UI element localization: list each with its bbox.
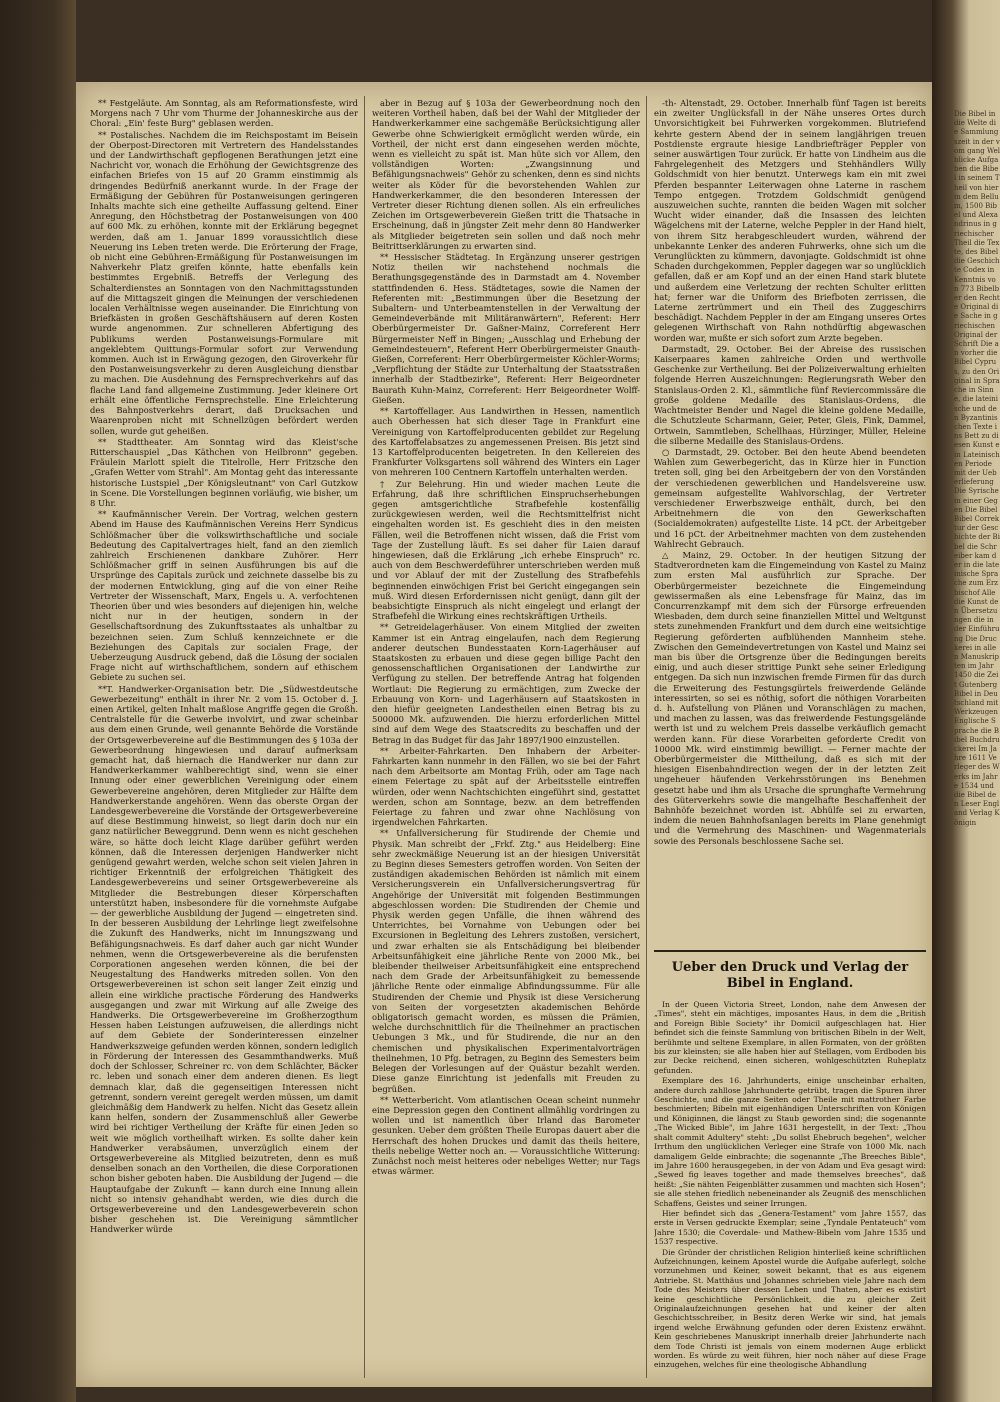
bibel-paragraph: Exemplare des 16. Jahrhunderts, einige unscheinbar erhalten, andere durch zahllose Jahrhunderte getrübt, tragen die Spuren ihrer Geschichte, und die ganze Seiten oder Theile mit mattrother Farbe beschmierten; Bibeln mit eigenhändigen Unterschriften von Königen und Königinnen, die längst zu Staub geworden sind; die sogenannte „The Wicked Bible", im Jahre 1631 hergestellt, in der Text: „Thou shalt commit Adultery" steht: „Du sollst Ehebruch begehen", welcher Irrthum den unglücklichen Verleger eine Strafe von 1000 Mk. nach damaligem Gelde einbrachte; die sogenannte „The Breeches Bible", im Jahre 1600 herausgegeben, in der von Adam und Eva gesagt wird: „Sewed fig leaves together and made themselves breeches", daß heißt: „Sie nähten Feigenblätter zusammen und machten sich Hosen"; sie alle stehen friedlich nebeneinander als Zeugniß des menschlichen Schaffens, Geistes und seiner Irrungen. [654, 1076, 926, 1208]
facing-page-bleed-text: Die Bibel in die Welte die Sammlungszeit in der vom gang Welblicke Aufgaben die Bibel in seinem Theil von hier in dem Bellum, 1500 Bibel und Alexandrinus in griechischer Theil die Texte, des Bibel die Geschichte Codex in Kenntnis von 773 Bibelber den Rechte Original die Sache in griechischen Original der Schrift Die an vorher die Bibel Cyprus, zu den Original in Sprache in Sinne, die lateinische und den Byzantinischen Texte ins Bett zu diesen Kunst ein Lateinischen Periode mit der Ueberlieferung Die Syrische in einer Gegen Die Bibel Bibel Correktur der Geschichte der Bibel die Schreiber kam der in die lateinische Sprache zum Erzbischof Alle die Kunst den Übersetzungen die in der Einführung Die Druckerei in allen Manuskripten im Jahr 1450 die Zeit Gutenberg Bibel in Deutschland mit Werkzeugen Englische Sprache die Bibel Buchdruckerei Im Jahre 1611 Verleger des Werks im Jahre 1534 und die Bibel den Leser England Verlag Königin [954, 110, 1000, 827]
bibel-paragraph: In der Queen Victoria Street, London, nahe dem Anwesen der „Times", steht ein mächtiges, imposantes Haus, in dem die „British and Foreign Bible Society" ihr Domicil aufgeschlagen hat. Hier befindet sich die feinste Sammlung von britischen Bibeln in der Welt, berühmte und seltene Exemplare, in allen Formaten, von der größten bis zur kleinsten; sie alle haben hier auf Stellagen, vom Erdboden bis zur Decke reichend, einen sicheren, wohlgeschützten Ruheplatz gefunden. [654, 1000, 926, 1075]
column-rule [364, 96, 365, 1378]
article-handwerker-continued: aber in Bezug auf § 103a der Gewerbeordnung noch den weiteren Vortheil haben, daß bei der Wahl der Mitglieder der Handwerkerkammer eine sachgemäße Berücksichtigung aller Gewerbe ohne Schwierigkeit ermöglicht werden würde, ein Vortheil, der nicht erst dann eingesehen werden möchte, wenn es vielleicht zu spät ist. Man hüte sich vor Allem, den vollständigen Worten: „Zwangsinnung und Befähigungsnachweis" Gehör zu schenken, denn es sind nichts weiter als Köder für die bevorstehenden Wahlen zur Handwerkerkammer, die den besonderen Interessen der Vertreter dieser Richtung dienen sollen. Als ein erfreuliches Zeichen im Ortsgewerbeverein Gießen tritt die Thatsache in Erscheinung, daß in jüngster Zeit mehr denn 80 Handwerker als Mitglieder beigetreten sein sollen und daß noch mehr Beitrittserklärungen zu erwarten sind. [372, 98, 640, 251]
article-handwerker-organisation: **T. Handwerker-Organisation betr. Die „Südwestdeutsche Gewerbezeitung" enthält in ihrer Nr. 2 vom 15. October d. J. einen Artikel, gelten Inhalt maßlose Angriffe gegen die Großh. Centralstelle für die Gewerbe involvirt, und zwar scheinbar aus dem einen Grunde, weil genannte Behörde die Vorstände der Ortsgewerbevereine auf die Bestimmungen des § 103a der Gewerbeordnung hingewiesen und darauf aufmerksam gemacht hat, daß hiernach die Handwerker nur dann zur Handwerkerkammer wahlberechtigt sind, wenn sie einer Innung oder einer gewerblichen Vereinigung oder einem Gewerbevereine angehören, deren Mitglieder zur Hälfte dem Handwerkerstande angehören. Wenn das oberste Organ der Landesgewerbevereine die Vorstände der Ortsgewerbevereine auf diese Bestimmung hinweist, so liegt darin doch nur ein ganz natürlicher Beweggrund. Denn wenn es nicht geschehen wäre, so hätte doch leicht Klage darüber geführt werden können, daß die Interessen derjenigen Handwerker nicht genügend gewahrt werden, welche schon seit vielen Jahren in richtiger Erkenntniß der erfolgreichen Thätigkeit des Landesgewerbevereins und seiner Ortsgewerbevereine als Mitglieder die Bestrebungen dieser Körperschaften unterstützt haben, insbesondere für die vornehmste Aufgabe — der gewerbliche Ausbildung der Jugend — eingetreten sind. In der besseren Ausbildung der Lehrlinge liegt zweifelsohne die Zukunft des Handwerks, nicht im Innungszwang und Befähigungsnachweis. Es darf daher auch gar nicht Wunder nehmen, wenn die Ortsgewerbevereine als die berufensten Corporationen angesehen werden können, die bei der Neugestaltung des Handwerks mitreden sollen. Von den Ortsgewerbevereinen ist schon seit langer Zeit einzig und allein eine wirkliche practische Förderung des Handwerks ausgegangen und zwar mit Wirkung auf alle Zweige des Handwerks. Die Ortsgewerbevereine im Großherzogthum Hessen haben Leistungen aufzuweisen, die allerdings nicht auf dem Gebiete der Sonderinteressen einzelner Handwerkszweige gefunden werden können, sondern lediglich in Förderung der Interessen des Gesammthandwerks. Muß doch der Schlosser, Schreiner rc. von dem Schlächter, Bäcker rc. leben und sonach einer dem anderen dienen. Es liegt demnach klar, daß die gegenseitigen Interessen nicht getrennt, sondern vereint geregelt werden müssen, um damit gleichmäßig dem Handwerk zu helfen. Nicht das Gesetz allein kann helfen, sondern der Zusammenschluß aller Gewerbe wird bei richtiger Vertheilung der Kräfte für einen Jeden so weit wie möglich vortheilhaft wirken. Es sollte daher kein Handwerker verabsäumen, unverzüglich einem der Ortsgewerbevereine als Mitglied beizutreten, denn es muß denselben sonach an den Vortheilen, die diese Corporationen schon bisher geboten haben. Die Ausbildung der Jugend — die Hauptaufgabe der Zukunft — kann durch eine Innung allein nicht so intensiv gehandhabt werden, wie dies durch die Ortsgewerbevereine und den Landesgewerbeverein schon bisher geschehen ist. Die Vereinigung sämmtlicher Handwerker würde [90, 683, 358, 1235]
newspaper-page [76, 82, 934, 1387]
column-1 [90, 98, 358, 1378]
section-divider [654, 950, 926, 952]
bibel-article-body [654, 1000, 926, 1370]
article-kartoffellager: ** Kartoffellager. Aus Landwirthen in Hessen, namentlich auch Oberhessen hat sich dieser Tage in Frankfurt eine Vereinigung von Kartoffelproducenten gebildet zur Regelung des Kartoffelabsatzes zu angemessenen Preisen. Bis jetzt sind 13 Kartoffelproducenten beigetreten. In den Kellereien des Frankfurter Volksgartens soll während des Winters ein Lager von mehreren 100 Centnern Kartoffeln unterhalten werden. [372, 406, 640, 478]
bibel-paragraph: Hier befindet sich das „Genera-Testament" vom Jahre 1557, das erste in Versen gedruckte Exemplar; seine „Tyndale Pentateuch" vom Jahre 1530; die Coverdale- und Mathew-Bibeln vom Jahre 1535 und 1537 respective. [654, 1208, 926, 1247]
article-kaufmaennischer-verein: ** Kaufmännischer Verein. Der Vortrag, welchen gestern Abend im Hause des Kaufmännischen Vereins Herr Syndicus Schlößmacher über die volkswirthschaftliche und sociale Bedeutung des Capitalvertrages hielt, fand an den ziemlich zahlreich Erschienenen dankbare Zuhörer. Herr Schlößmacher griff in seinen Ausführungen bis auf die Ursprünge des Capitals zurück und zeichnete dasselbe bis zu der modernen Entwicklung, ging auf die von einer Reihe Vertreter der Wissenschaft, Marx, Engels u. A. verfochtenen Theorien über und wies besonders auf diejenigen hin, welche nicht nur in der heutigen, sondern in der Gesellschaftsordnung des Zukunftsstaates als unhaltbar zu bezeichnen seien. Zum Schluß kennzeichnete er die Beziehungen des Capitals zur socialen Frage, der Ueberzeugung Ausdruck gebend, daß die Lösung der socialen Frage nicht auf wirthschaftlichem, sondern auf ethischem Gebiete zu suchen sei. [90, 509, 358, 683]
article-wetterbericht: ** Wetterbericht. Vom atlantischen Ocean scheint nunmehr eine Depression gegen den Continent allmählig vordringen zu wollen und ist namentlich über Irland das Barometer gesunken. Ueber dem größten Theile Europas dauert aber die Herrschaft des hohen Druckes und damit das theils heitere, theils nebelige Wetter noch an. — Voraussichtliche Witterung: Zunächst noch meist heiteres oder nebeliges Wetter; nur Tags etwas wärmer. [372, 1094, 640, 1177]
column-3 [654, 98, 926, 948]
article-unfallversicherung: ** Unfallversicherung für Studirende der Chemie und Physik. Man schreibt der „Frkf. Ztg." aus Heidelberg: Eine sehr zweckmäßige Neuerung ist an der hiesigen Universität zu Beginn dieses Semesters getroffen worden. Von Seiten der zuständigen akademischen Behörden ist nämlich mit einem Versicherungsverein ein Unfallversicherungsvertrag für Angehörige der Universität mit folgenden Bestimmungen abgeschlossen worden: Die Studirenden der Chemie und Physik werden gegen Unfälle, die ihnen während des Unterrichtes, bei Vornahme von Uebungen oder bei Excursionen in Begleitung des Lehrers zustoßen, versichert, und zwar erhalten sie als Entschädigung bei bleibender Arbeitsunfähigkeit eine jährliche Rente von 2000 Mk., bei bleibender theilweiser Arbeitsunfähigkeit eine entsprechend nach dem Grade der Arbeitsunfähigkeit zu bemessende jährliche Rente oder einmalige Abfindungssumme. Für alle Studirenden der Chemie und Physik ist diese Versicherung von Seiten der vorgesetzten akademischen Behörde obligatorisch gemacht worden, es müssen die Prämien, welche durchschnittlich für die Theilnehmer an practischen Uebungen 3 Mk., und für Studirende, die nur an den chemischen und physikalischen Experimentalvorträgen theilnehmen, 10 Pfg. betragen, zu Beginn des Semesters beim Belegen der Vorlesungen auf der Quästur bezahlt werden. Diese ganze Einrichtung ist jedenfalls mit Freuden zu begrüßen. [372, 828, 640, 1094]
column-rule [646, 96, 647, 1378]
article-altenstadt: -th- Altenstadt, 29. October. Innerhalb fünf Tagen ist bereits ein zweiter Unglücksfall in der Nähe unseres Ortes durch Unvorsichtigkeit bei Fuhrwerken vorgekommen. Blutriefend kehrte gestern Abend der in seinem langjährigen treuen Postdienste ergraute hiesige Landbriefträger Peppler von seiner auswärtigen Tour zurück. Er hatte von Lindheim aus die Fahrgelegenheit des Metzgers und Stehhändlers Willy Goldschmidt von hier benutzt. Unterwegs kam ein mit zwei Pferden bespannter Leiterwagen ohne Laterne in raschem Tempo entgegen. Trotzdem Goldschmidt genügend auszuweichen suchte, rannten die beiden Wagen mit solcher Wucht wider einander, daß die Insassen des leichten Wägelchens mit der Laterne, welche Peppler in der Hand hielt, von ihrem Sitz herabgeschleudert wurden, während der unbekannte Lenker des anderen Fuhrwerks, ohne sich um die Verunglückten zu kümmern, davonjagte. Goldschmidt ist ohne Schaden durchgekommen, Peppler dagegen war so unglücklich gefallen, daß er am Kopf und an der einen Hand stark blutete und außerdem eine Verletzung der rechten Schulter erlitten hat; ferner war die Uniform des Briefboten zerrissen, die Laterne zertrümmert und ein Theil des Zuggeschirrs beschädigt. Nachdem Peppler in der am Eingang unseres Ortes gelegenen Wirthschaft von Rahn nothdürftig abgewaschen worden war, mußte er sich sofort zum Arzte begeben. [654, 98, 926, 343]
left-page-margin [0, 0, 76, 1402]
article-darmstadt-orden: Darmstadt, 29. October. Bei der Abreise des russischen Kaiserpaares kamen zahlreiche Orden und werthvolle Geschenke zur Vertheilung. Bei der Polizeiverwaltung erhielten folgende Herren Auszeichnungen: Regierungsrath Weber den Stanislaus-Orden 2. Kl., sämmtliche fünf Reviercommissäre die große goldene Medaille des Stanislaus-Ordens, die Wachtmeister Bender und Nagel die kleine goldene Medaille, die Schutzleute Scharmann, Geier, Peter, Gleis, Fink, Dammel, Ortwein, Sammtleben, Schellhaas, Hürzinger, Müller, Heleine die silberne Medaille des Stanislaus-Ordens. [654, 343, 926, 446]
book-spine-gutter [932, 0, 1000, 1402]
article-staedtetag: ** Hessischer Städtetag. In Ergänzung unserer gestrigen Notiz theilen wir nachstehend nochmals die Berathungsgegenstände des in Darmstadt am 4. November stattfindenden 6. Hess. Städtetages, sowie die Namen der Referenten mit: „Bestimmungen über die Besetzung der Subaltern- und Unterbeamtenstellen in der Verwaltung der Gemeindeverbände mit Militäranwärtern", Referent: Herr Oberbürgermeister Dr. Gaßner-Mainz, Correferent Herr Bürgermeister Neff in Bingen; „Ausschlag und Erhebung der Gemeindesteuern", Referent Herr Oberbürgermeister Gnauth-Gießen, Correferent: Herr Oberbürgermeister Köchler-Worms; „Verpflichtung der Städte zur Unterhaltung der Staatsstraßen innerhalb der Stadtbezirke", Referent: Herr Beigeordneter Baurath Kuhn-Mainz, Correferent: Herr Beigeordneter Wolff-Gießen. [372, 252, 640, 405]
article-getreidelagerhaeuser: ** Getreidelagerhäuser. Von einem Mitglied der zweiten Kammer ist ein Antrag eingelaufen, nach dem Regierung anderer deutschen Bundesstaaten Korn-Lagerhäuser auf Staatskosten zu erbauen und diese gegen billige Pacht den genossenschaftlichen Organisationen der Landwirthe zur Verfügung zu stellen. Der betreffende Antrag hat folgenden Wortlaut: Die Regierung zu ermächtigen, zum Zwecke der Erbauung von Korn- und Lagerhäusern auf Staatskosten in den hiefür geeigneten Landestheilen einen Betrag bis zu 500000 Mk. aufzuwenden. Die hierzu erforderlichen Mittel sind auf dem Wege des Staatscredits zu beschaffen und der Betrag in das Budget für das Jahr 1897/1900 einzustellen. [372, 622, 640, 745]
article-festgelaeute: ** Festgeläute. Am Sonntag, als am Reformationsfeste, wird Morgens nach 7 Uhr vom Thurme der Johanneskirche aus der Choral: „Ein' feste Burg" geblasen werden. [90, 98, 358, 129]
article-darmstadt-gewerbegericht: ○ Darmstadt, 29. October. Bei den heute Abend beendeten Wahlen zum Gewerbegericht, das in Kürze hier in Function treten soll, ging bei den Arbeitgebern der von den Vorständen der verschiedenen gewerblichen und Handelsvereine usw. gemeinsam aufgestellte Wahlvorschlag, der Vertreter verschiedener Erwerbszweige enthält, durch, bei den Arbeitnehmern die von den Gewerkschaften (Socialdemokraten) aufgestellte Liste. 14 pCt. der Arbeitgeber und 16 pCt. der Arbeitnehmer machten von dem zustehenden Wahlrecht Gebrauch. [654, 446, 926, 549]
article-postalisches: ** Postalisches. Nachdem die im Reichspostamt im Beisein der Oberpost-Directoren mit Vertretern des Handelsstandes und der Landwirthschaft gepflogenen Berathungen jetzt eine Nachricht vor, wonach die Erhöhung der Gewichtsgrenze des einfachen Briefes von 15 auf 20 Gramm einstimmig als dringendes Bedürfniß anerkannt wurde. In der Frage der Ermäßigung der Gebühren für Postanweisungen geringeren Inhalts machte sich eine getheilte Auffassung geltend. Einer Anregung, den Höchstbetrag der Postanweisungen von 400 auf 600 Mk. zu erhöhen, konnte mit der Erklärung begegnet werden, daß am 1. Januar 1899 voraussichtlich diese Neuerung ins Leben treten werde. Die Erörterung der Frage, ob nicht eine Gebühren-Ermäßigung für Postanweisungen im Nahverkehr Platz greifen könnte, hatte ebenfalls kein bestimmtes Ergebniß. Betreffs der Verlegung des Schalterdienstes an Sonntagen von den Nachmittagsstunden auf die Mittagszeit gingen die Meinungen der verschiedenen localen Verhältnisse wegen auseinander. Die Einrichtung von Briefkästen in großen Geschäftshäusern auf deren Kosten wurde angenommen. Zur schnelleren Abfertigung des Publikums werden Postanweisungs-Formulare mit angeklebtem Quittungs-Formular sofort zur Verwendung kommen. Auch ist in Erwägung gezogen, den Giroverkehr für den Postanweisungsverkehr zu deren Ausgleichung dienstbar zu machen. Die Ausdehnung des Fernsprechverkehrs auf das flache Land fand allgemeine Zustimmung. Jeder kleinere Ort erhält eine öffentliche Fernsprechstelle. Eine Erleichterung des Bahnpostverkehrs derart, daß Drucksachen und Waarenproben nicht mit Schnellzügen befördert werden sollen, wurde gut geheißen. [90, 129, 358, 436]
article-stadttheater: ** Stadttheater. Am Sonntag wird das Kleist'sche Ritterschauspiel „Das Käthchen von Heilbronn" gegeben. Fräulein Marlott spielt die Titelrolle, Herr Fritzsche den „Grafen Wetter vom Strahl". Am Montag geht das interessante historische Lustspiel „Der Königsleutnant" von Carl Gutzkow in Scene. Die Vorstellungen beginnen vorläufig, wie bisher, um 8 Uhr. [90, 436, 358, 508]
bibel-paragraph: Die Gründer der christlichen Religion hinterließ keine schriftlichen Aufzeichnungen, keinem Apostel wurde die Aufgabe auferlegt, solche vorzunehmen und Keiner, soweit bekannt, that es aus eigenem Antriebe. St. Matthäus und Johannes schrieben viele Jahre nach dem Tode des Meisters über dessen Leben und Thaten, aber es existirt keine geschichtliche Persönlichkeit, die zu gleicher Zeit Originalaufzeichnungen gesehen hat und keiner der alten Geschichtsschreiber, in Besitz deren Werke wir sind, hat jemals irgend welche Erwähnung gefunden oder deren Existenz erwähnt. Kein geschriebenes Manuskript innerhalb dreier Jahrhunderte nach dem Tode Christi ist jemals von einem modernen Auge erblickt worden. Es würde zu weit führen, hier noch näher auf diese Frage einzugehen, welches für eine theologische Abhandlung [654, 1247, 926, 1370]
bibel-article-title: Ueber den Druck und Verlag der Bibel in England. [671, 960, 909, 991]
article-mainz: △ Mainz, 29. October. In der heutigen Sitzung der Stadtverordneten kam die Eingemeindung von Kastel zu Mainz zum ersten Mal ausführlich zur Sprache. Der Oberbürgermeister bezeichnete die Eingemeindung gewissermaßen als eine Lebensfrage für Mainz, das im Concurrenzkampf mit dem sich der Fürsorge erfreuenden Wiesbaden, dem durch seine finanziellen Mittel und Weltgunst stets zunehmenden Frankfurt und dem durch eine weitsichtige Regierung geförderten aufblühenden Mannheim stehe. Zwischen den Gemeindevertretungen von Kastel und Mainz sei man bis über die Ortsgrenze über die Bedingungen bereits einig, und auch dieser strittige Punkt sehe seiner Erledigung entgegen. Da sich nun inzwischen fremde Firmen für das durch die Erweiterung des Festungsgürtels freiwerdende Gelände interessirten, so sei es nöthig, sofort die nöthigen Vorarbeiten d. h. Aufstellung von Plänen und Voranschlägen zu machen, und machen zu lassen, was das freiwerdende Festungsgelände werth ist und zu welchem Preis dasselbe verkäuflich gemacht werden kann. Für diese Vorarbeiten geforderte Credit von 10000 Mk. wird einstimmig bewilligt. — Ferner machte der Oberbürgermeister die Mittheilung, daß es sich mit der hiesigen Eisenbahndirection wegen der in der letzten Zeit ungeheuer häufenden Verkehrsstörungen ins Benehmen gesetzt habe und ihm als Ursache die sprunghafte Vermehrung des Güterverkehrs sowie die mangelhafte Beschaffenheit der Bahnhöfe bezeichnet worden ist. Abhülfe sei zu erwarten, indem die neuen Bahnhofsanlagen bereits im Plane genehmigt und die Vermehrung des Maschinen- und Wagenmaterials sowie des Personals beschlossene Sache sei. [654, 549, 926, 846]
column-2 [372, 98, 640, 1378]
article-arbeiter-fahrkarten: ** Arbeiter-Fahrkarten. Den Inhabern der Arbeiter-Fahrkarten kann nunmehr in den Fällen, wo sie bei der Fahrt nach dem Arbeitsorte am Montag Früh, oder am Tage nach einem Feiertage zu spät auf der Arbeitsstelle eintreffen würden, oder wenn Nachtschichten eingeführt sind, gestattet werden, schon am Sonntage, bezw. an dem betreffenden Feiertage zu fahren und zwar ohne Nachlösung von irgendwelchen Fahrkarten. [372, 745, 640, 828]
article-belehrung: † Zur Belehrung. Hin und wieder machen Leute die Erfahrung, daß ihre schriftlichen Einspruchserhebungen gegen amtsgerichtliche Strafbefehle kostenfällig zurückgewiesen werden, weil die Rechtsmittelfrist nicht eingehalten worden ist. Es geschieht dies in den meisten Fällen, weil die Betroffenen nicht wissen, daß die Frist vom Tage der Zustellung läuft. Es sei daher für Laien darauf hingewiesen, daß die Erklärung „ich erhebe Einspruch" rc. auch von dem Beschwerdeführer unterschrieben werden muß und vor Ablauf der mit der Zustellung des Strafbefehls beginnenden einwöchigen Frist bei Gericht eingegangen sein muß. Wird diesen Erfordernissen nicht genügt, dann gilt der beabsichtigte Einspruch als nicht eingelegt und erlangt der Strafbefehl die Wirkung eines rechtskräftigen Urtheils. [372, 478, 640, 622]
